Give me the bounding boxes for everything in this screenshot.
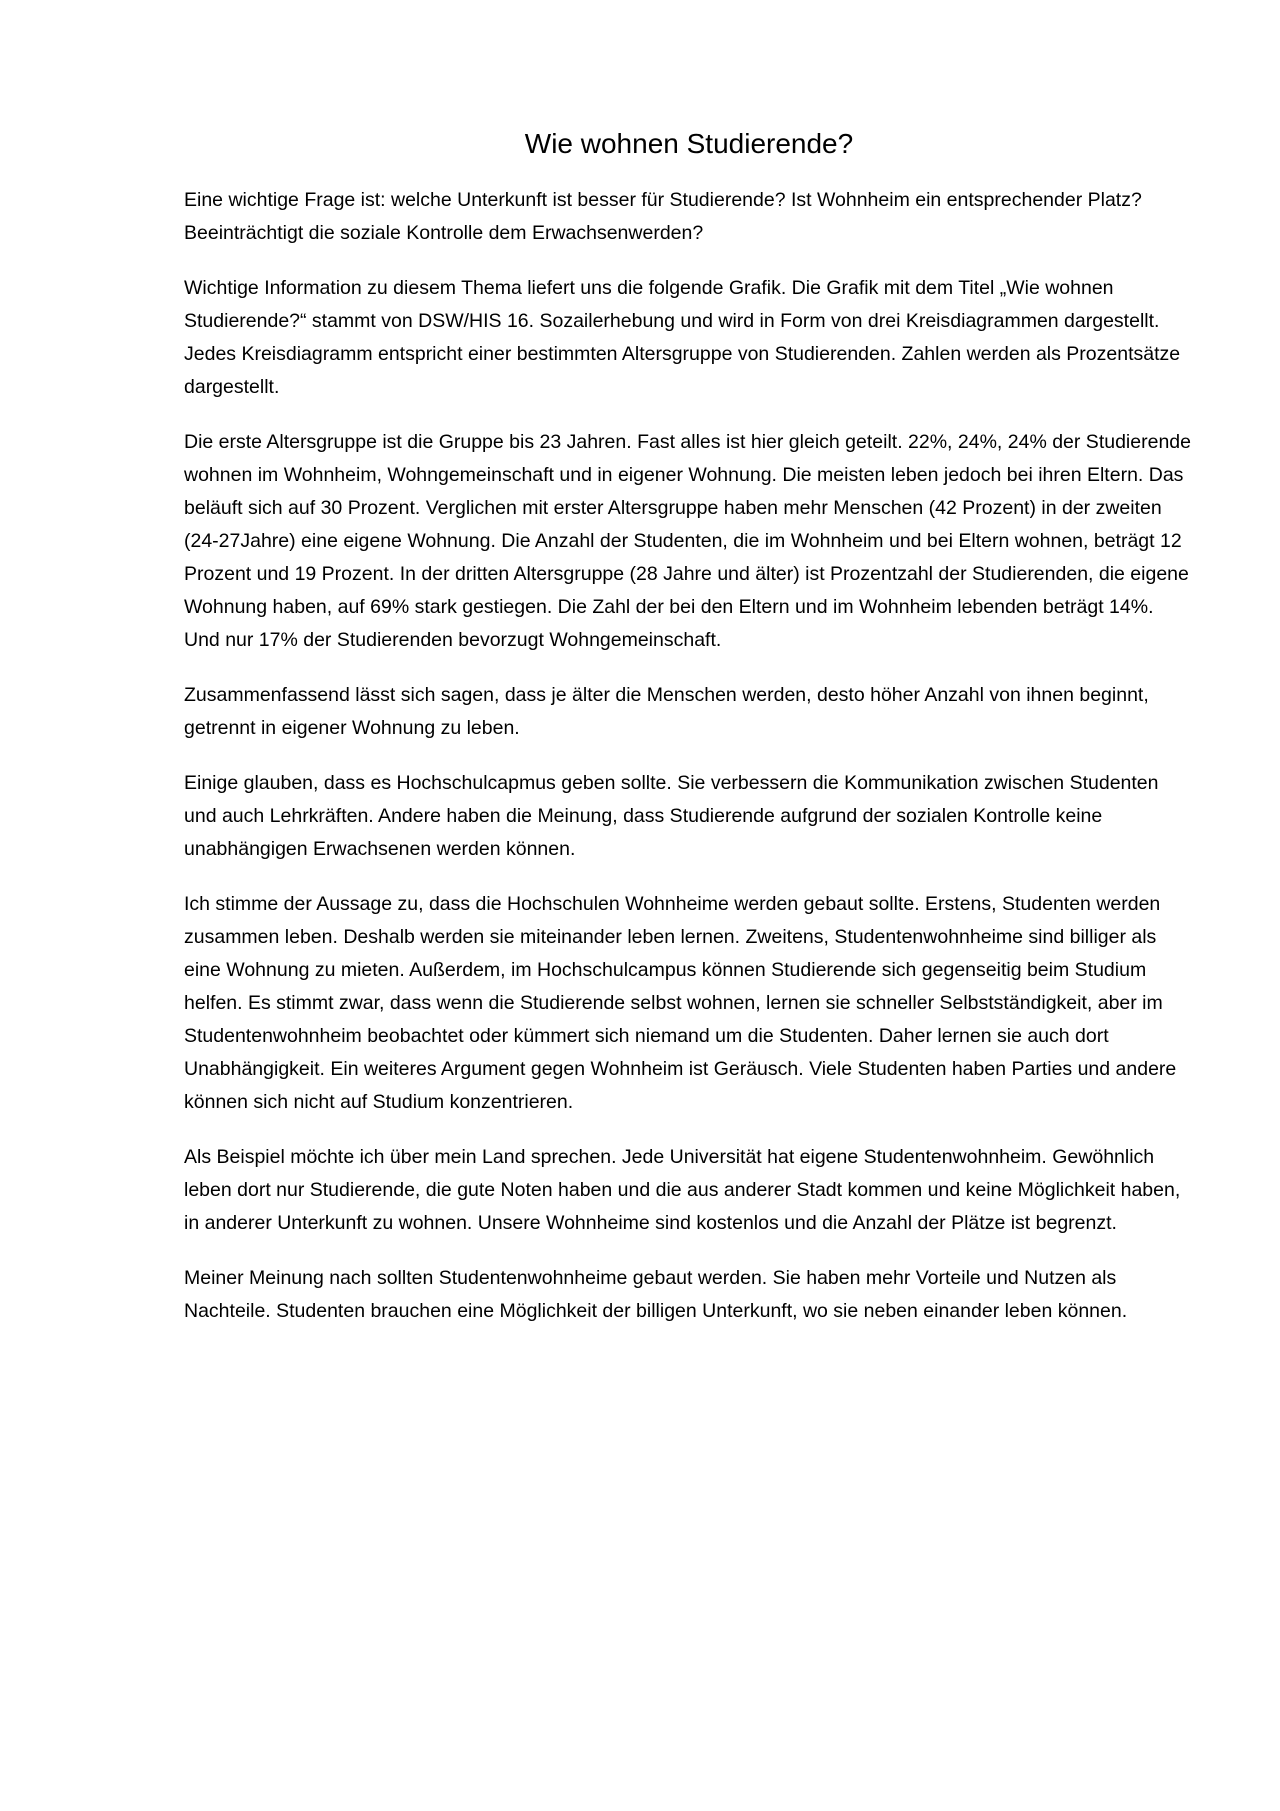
paragraph-summary: Zusammenfassend lässt sich sagen, dass je älter die Menschen werden, desto höher Anzahl von ihnen beginnt, getrennt in eigener Wohnung zu leben.: [184, 684, 1149, 739]
paragraph-age-groups: Die erste Altersgruppe ist die Gruppe bis 23 Jahren. Fast alles ist hier gleich geteilt. 22%, 24%, 24% der Studierende wohnen im Wohnheim, Wohngemeinschaft und in eigener Wohnung. Die meisten leben jedoch bei ihren Eltern. Das beläuft sich auf 30 Prozent. Verglichen mit erster Altersgruppe haben mehr Menschen (42 Prozent) in der zweiten (24-27Jahre) eine eigene Wohnung. Die Anzahl der Studenten, die im Wohnheim und bei Eltern wohnen, beträgt 12 Prozent und 19 Prozent. In der dritten Altersgruppe (28 Jahre und älter) ist Prozentzahl der Studierenden, die eigene Wohnung haben, auf 69% stark gestiegen. Die Zahl der bei den Eltern und im Wohnheim lebenden beträgt 14%. Und nur 17% der Studierenden bevorzugt Wohngemeinschaft.: [184, 431, 1191, 651]
paragraph-conclusion: Meiner Meinung nach sollten Studentenwohnheime gebaut werden. Sie haben mehr Vorteile und Nutzen als Nachteile. Studenten brauchen eine Möglichkeit der billigen Unterkunft, wo sie neben einander leben können.: [184, 1267, 1128, 1322]
document-body: [184, 124, 1194, 1350]
paragraph-example: Als Beispiel möchte ich über mein Land sprechen. Jede Universität hat eigene Studentenwohnheim. Gewöhnlich leben dort nur Studierende, die gute Noten haben und die aus anderer Stadt kommen und keine Möglichkeit haben, in anderer Unterkunft zu wohnen. Unsere Wohnheime sind kostenlos und die Anzahl der Plätze ist begrenzt.: [184, 1146, 1181, 1234]
paragraph-agreement: Ich stimme der Aussage zu, dass die Hochschulen Wohnheime werden gebaut sollte. Erstens, Studenten werden zusammen leben. Deshalb werden sie miteinander leben lernen. Zweitens, Studentenwohnheime sind billiger als eine Wohnung zu mieten. Außerdem, im Hochschulcampus können Studierende sich gegenseitig beim Studium helfen. Es stimmt zwar, dass wenn die Studierende selbst wohnen, lernen sie schneller Selbstständigkeit, aber im Studentenwohnheim beobachtet oder kümmert sich niemand um die Studenten. Daher lernen sie auch dort Unabhängigkeit. Ein weiteres Argument gegen Wohnheim ist Geräusch. Viele Studenten haben Parties und andere können sich nicht auf Studium konzentrieren.: [184, 893, 1177, 1113]
document-title: Wie wohnen Studierende?: [524, 128, 854, 159]
paragraph-intro-question: Eine wichtige Frage ist: welche Unterkunft ist besser für Studierende? Ist Wohnheim ein entsprechender Platz? Beeinträchtigt die soziale Kontrolle dem Erwachsenwerden?: [184, 189, 1142, 244]
paragraph-opinions: Einige glauben, dass es Hochschulcapmus geben sollte. Sie verbessern die Kommunikation zwischen Studenten und auch Lehrkräften. Andere haben die Meinung, dass Studierende aufgrund der sozialen Kontrolle keine unabhängigen Erwachsenen werden können.: [184, 772, 1159, 860]
paragraph-graphic-description: Wichtige Information zu diesem Thema liefert uns die folgende Grafik. Die Grafik mit dem Titel „Wie wohnen Studierende?“ stammt von DSW/HIS 16. Sozailerhebung und wird in Form von drei Kreisdiagrammen dargestellt. Jedes Kreisdiagramm entspricht einer bestimmten Altersgruppe von Studierenden. Zahlen werden als Prozentsätze dargestellt.: [184, 277, 1181, 398]
